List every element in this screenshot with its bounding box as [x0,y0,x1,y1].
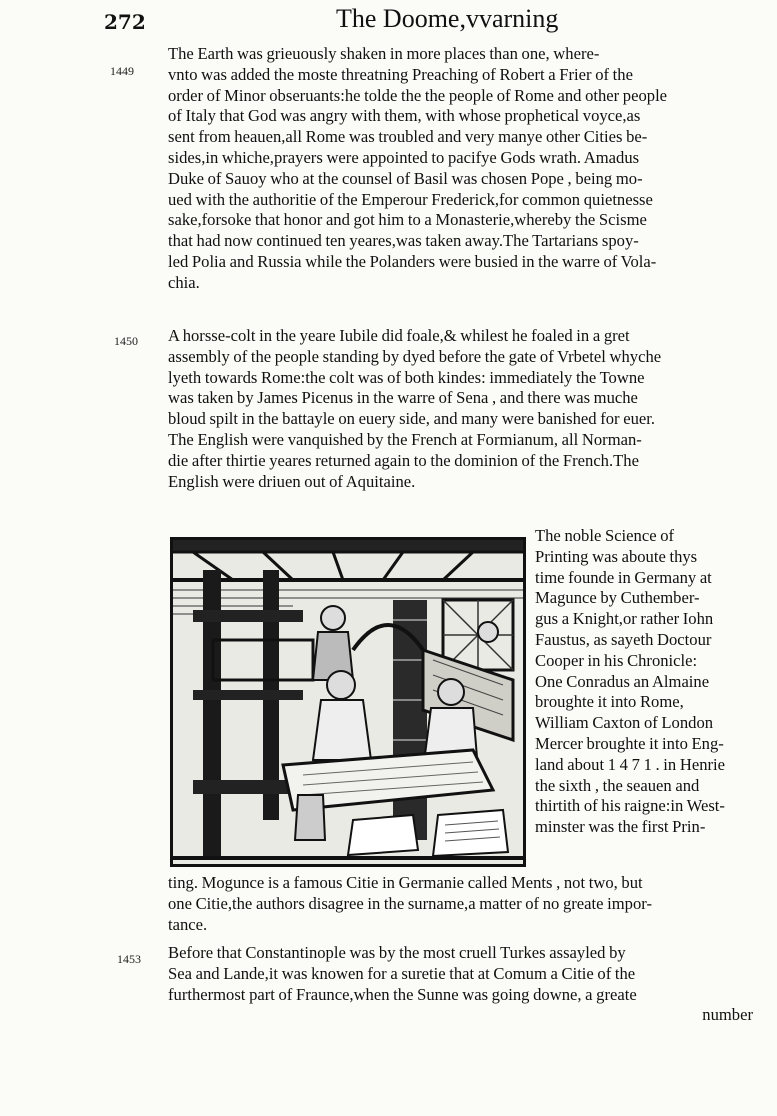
text-line: The Earth was grieuously shaken in more places than one, where- [168,44,600,63]
text-line: The noble Science of [535,526,675,545]
text-line: sake,forsoke that honor and got him to a Monasterie,whereby the Scisme [168,210,647,230]
text-line: chia. [168,272,200,292]
text-line: that had now continued ten yeares,was taken away.The Tartarians spoy- [168,231,639,251]
text-line: assembly of the people standing by dyed before the gate of Vrbetel whyche [168,346,662,366]
text-line: Magunce by Cuthember- [535,588,700,608]
text-line: ued with the authoritie of the Emperour Frederick,for common quietnesse [168,189,653,209]
printing-shop-woodcut [170,537,526,867]
woodcut-drawing [173,540,523,864]
text-line: sent from heauen,all Rome was troubled and very manye other Cities be- [168,127,648,147]
text-line: the sixth , the seauen and [535,775,700,795]
text-line: land about 1 4 7 1 . in Henrie [535,754,726,774]
margin-year-1453: 1453 [117,952,141,966]
text-line: Mercer broughte it into Eng- [535,733,724,753]
text-line: ting. Mogunce is a famous Citie in Germanie called Ments , not two, but [168,873,643,892]
page-number: 272 [104,10,146,34]
text-line: tance. [168,914,208,934]
text-line: led Polia and Russia while the Polanders were busied in the warre of Vola- [168,251,657,271]
paragraph-1449 [168,44,746,294]
margin-year-1449: 1449 [110,64,134,78]
text-line: One Conradus an Almaine [535,671,710,691]
text-line: broughte it into Rome, [535,692,684,712]
text-line: of Italy that God was angry with them, with whose prophetical voyce,as [168,106,641,126]
text-line: A horsse-colt in the yeare Iubile did foale,& whilest he foaled in a gret [168,326,630,345]
text-line: English were driuen out of Aquitaine. [168,471,416,491]
running-title: The Doome,vvarning [336,4,559,33]
text-line: Before that Constantinople was by the most cruell Turkes assayled by [168,943,626,962]
text-line: bloud spilt in the battayle on euery side, and many were banished for euer. [168,409,656,429]
text-line: was taken by James Picenus in the warre of Sena , and there was muche [168,388,638,408]
paragraph-1453 [168,943,753,1026]
text-line: die after thirtie yeares returned again to the dominion of the French.The [168,450,639,470]
text-line: time founde in Germany at [535,567,712,587]
text-line: minster was the first Prin- [535,817,706,837]
text-line: Faustus, as sayeth Doctour [535,629,712,649]
text-line: thirtith of his raigne:in West- [535,796,725,816]
text-line: furthermost part of Fraunce,when the Sunne was going downe, a greate [168,984,637,1004]
text-line: The English were vanquished by the French at Formianum, all Norman- [168,429,642,449]
text-line: Printing was aboute thys [535,546,698,566]
paragraph-printing-full [168,873,746,935]
paragraph-printing-side [535,526,750,838]
text-line: lyeth towards Rome:the colt was of both kindes: immediately the Towne [168,367,645,387]
paragraph-1450 [168,326,746,492]
catchword: number [702,1005,753,1025]
text-line: Sea and Lande,it was knowen for a suretie that at Comum a Citie of the [168,963,636,983]
text-line: order of Minor obseruants:he tolde the the people of Rome and other people [168,85,668,105]
text-line: gus a Knight,or rather Iohn [535,609,714,629]
text-line: sides,in whiche,prayers were appointed to pacifye Gods wrath. Amadus [168,147,640,167]
text-line: Cooper in his Chronicle: [535,650,698,670]
text-line: Duke of Sauoy who at the counsel of Basil was chosen Pope , being mo- [168,168,643,188]
margin-year-1450: 1450 [114,334,138,348]
text-line: vnto was added the moste threatning Preaching of Robert a Frier of the [168,64,633,84]
text-line: one Citie,the authors disagree in the surname,a matter of no greate impor- [168,893,652,913]
text-line: William Caxton of London [535,713,714,733]
